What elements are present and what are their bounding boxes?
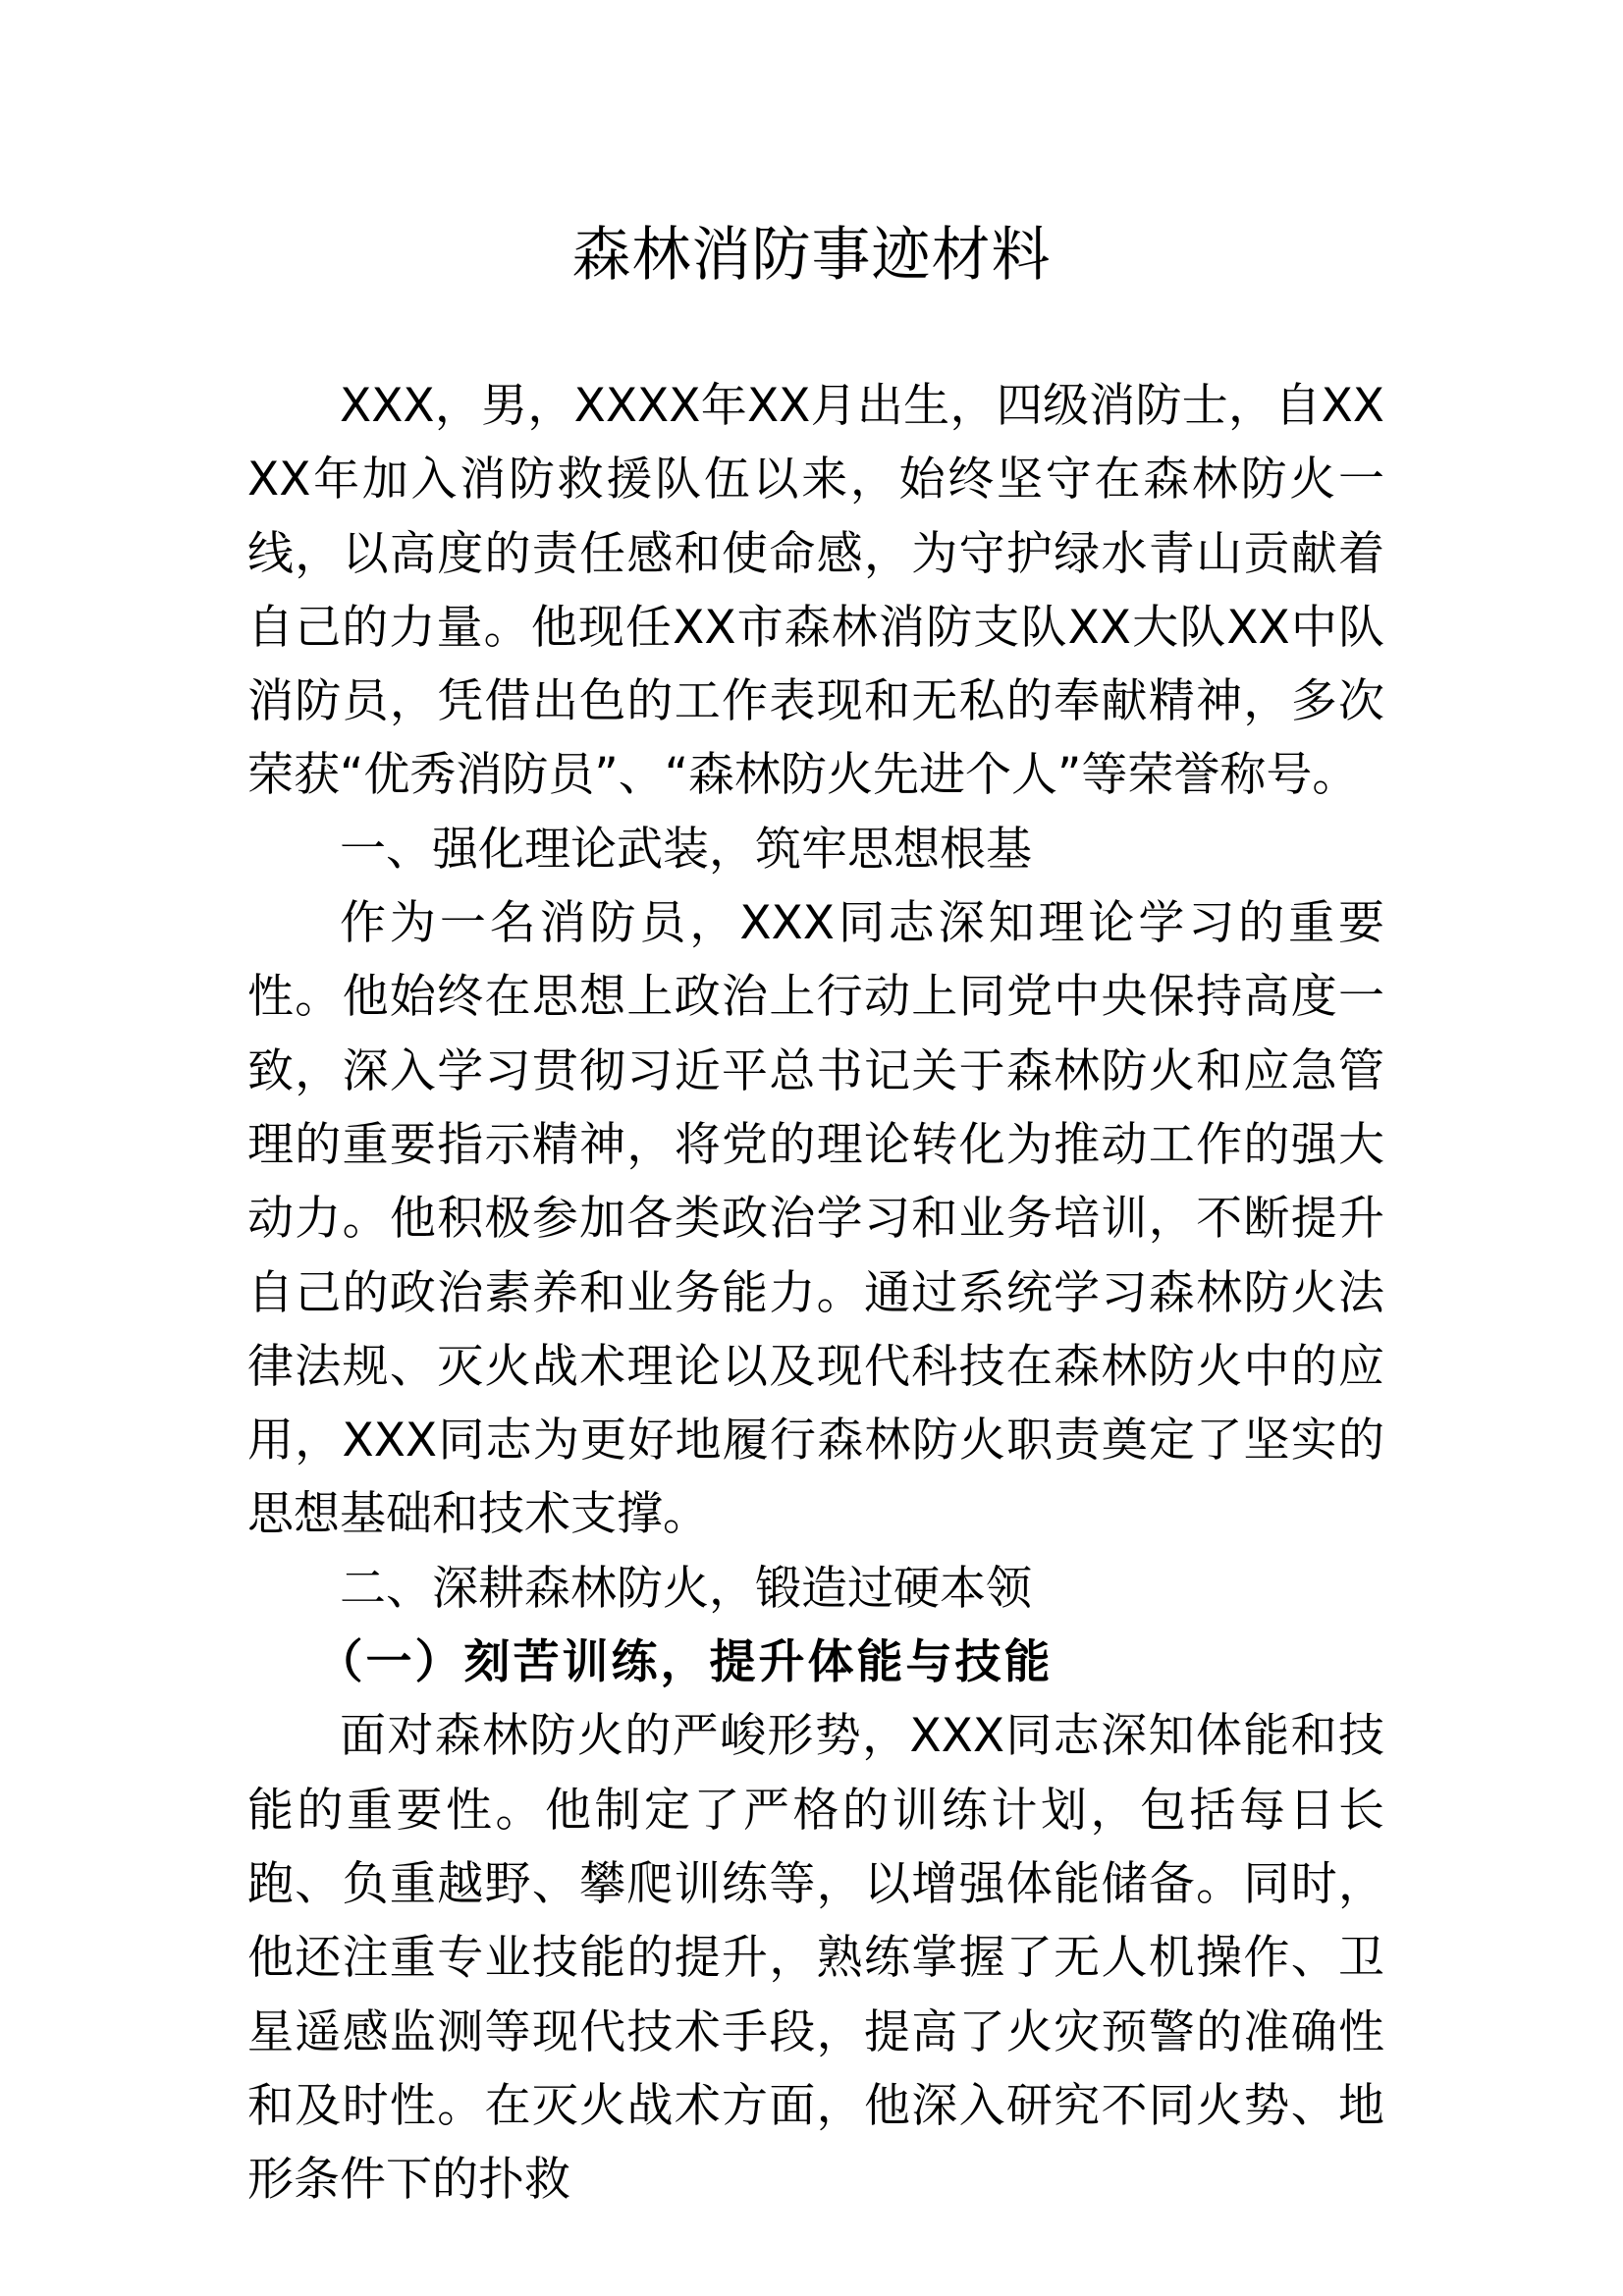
section-1-paragraph: 作为一名消防员，XXX同志深知理论学习的重要性。他始终在思想上政治上行动上同党中央保持高度一致，深入学习贯彻习近平总书记关于森林防火和应急管理的重要指示精神，将党的理论转化为推动工作的强大动力。他积极参加各类政治学习和业务培训，不断提升自己的政治素养和业务能力。通过系统学习森林防火法律法规、灭火战术理论以及现代科技在森林防火中的应用，XXX同志为更好地履行森林防火职责奠定了坚实的思想基础和技术支撑。 [247, 896, 1384, 1542]
section-heading-2: 二、深耕森林防火，锻造过硬本领 [340, 1561, 1032, 1616]
subsection-1-paragraph: 面对森林防火的严峻形势，XXX同志深知体能和技能的重要性。他制定了严格的训练计划，包括每日长跑、负重越野、攀爬训练等，以增强体能储备。同时，他还注重专业技能的提升，熟练掌握了无人机操作、卫星遥感监测等现代技术手段，提高了火灾预警的准确性和及时性。在灭火战术方面，他深入研究不同火势、地形条件下的扑救 [247, 1709, 1384, 2208]
document-body [247, 369, 1384, 2216]
subsection-heading-1: （一）刻苦训练，提升体能与技能 [316, 1635, 1054, 1690]
section-heading-1: 一、强化理论武装，筑牢思想根基 [340, 822, 1032, 877]
document-title: 森林消防事迹材料 [571, 221, 1052, 290]
intro-paragraph: XXX，男，XXXX年XX月出生，四级消防士，自XXXX年加入消防救援队伍以来，始终坚守在森林防火一线，以高度的责任感和使命感，为守护绿水青山贡献着自己的力量。他现任XX市森林消防支队XX大队XX中队消防员，凭借出色的工作表现和无私的奉献精神，多次荣获“优秀消防员”、“森林防火先进个人”等荣誉称号。 [247, 379, 1384, 803]
